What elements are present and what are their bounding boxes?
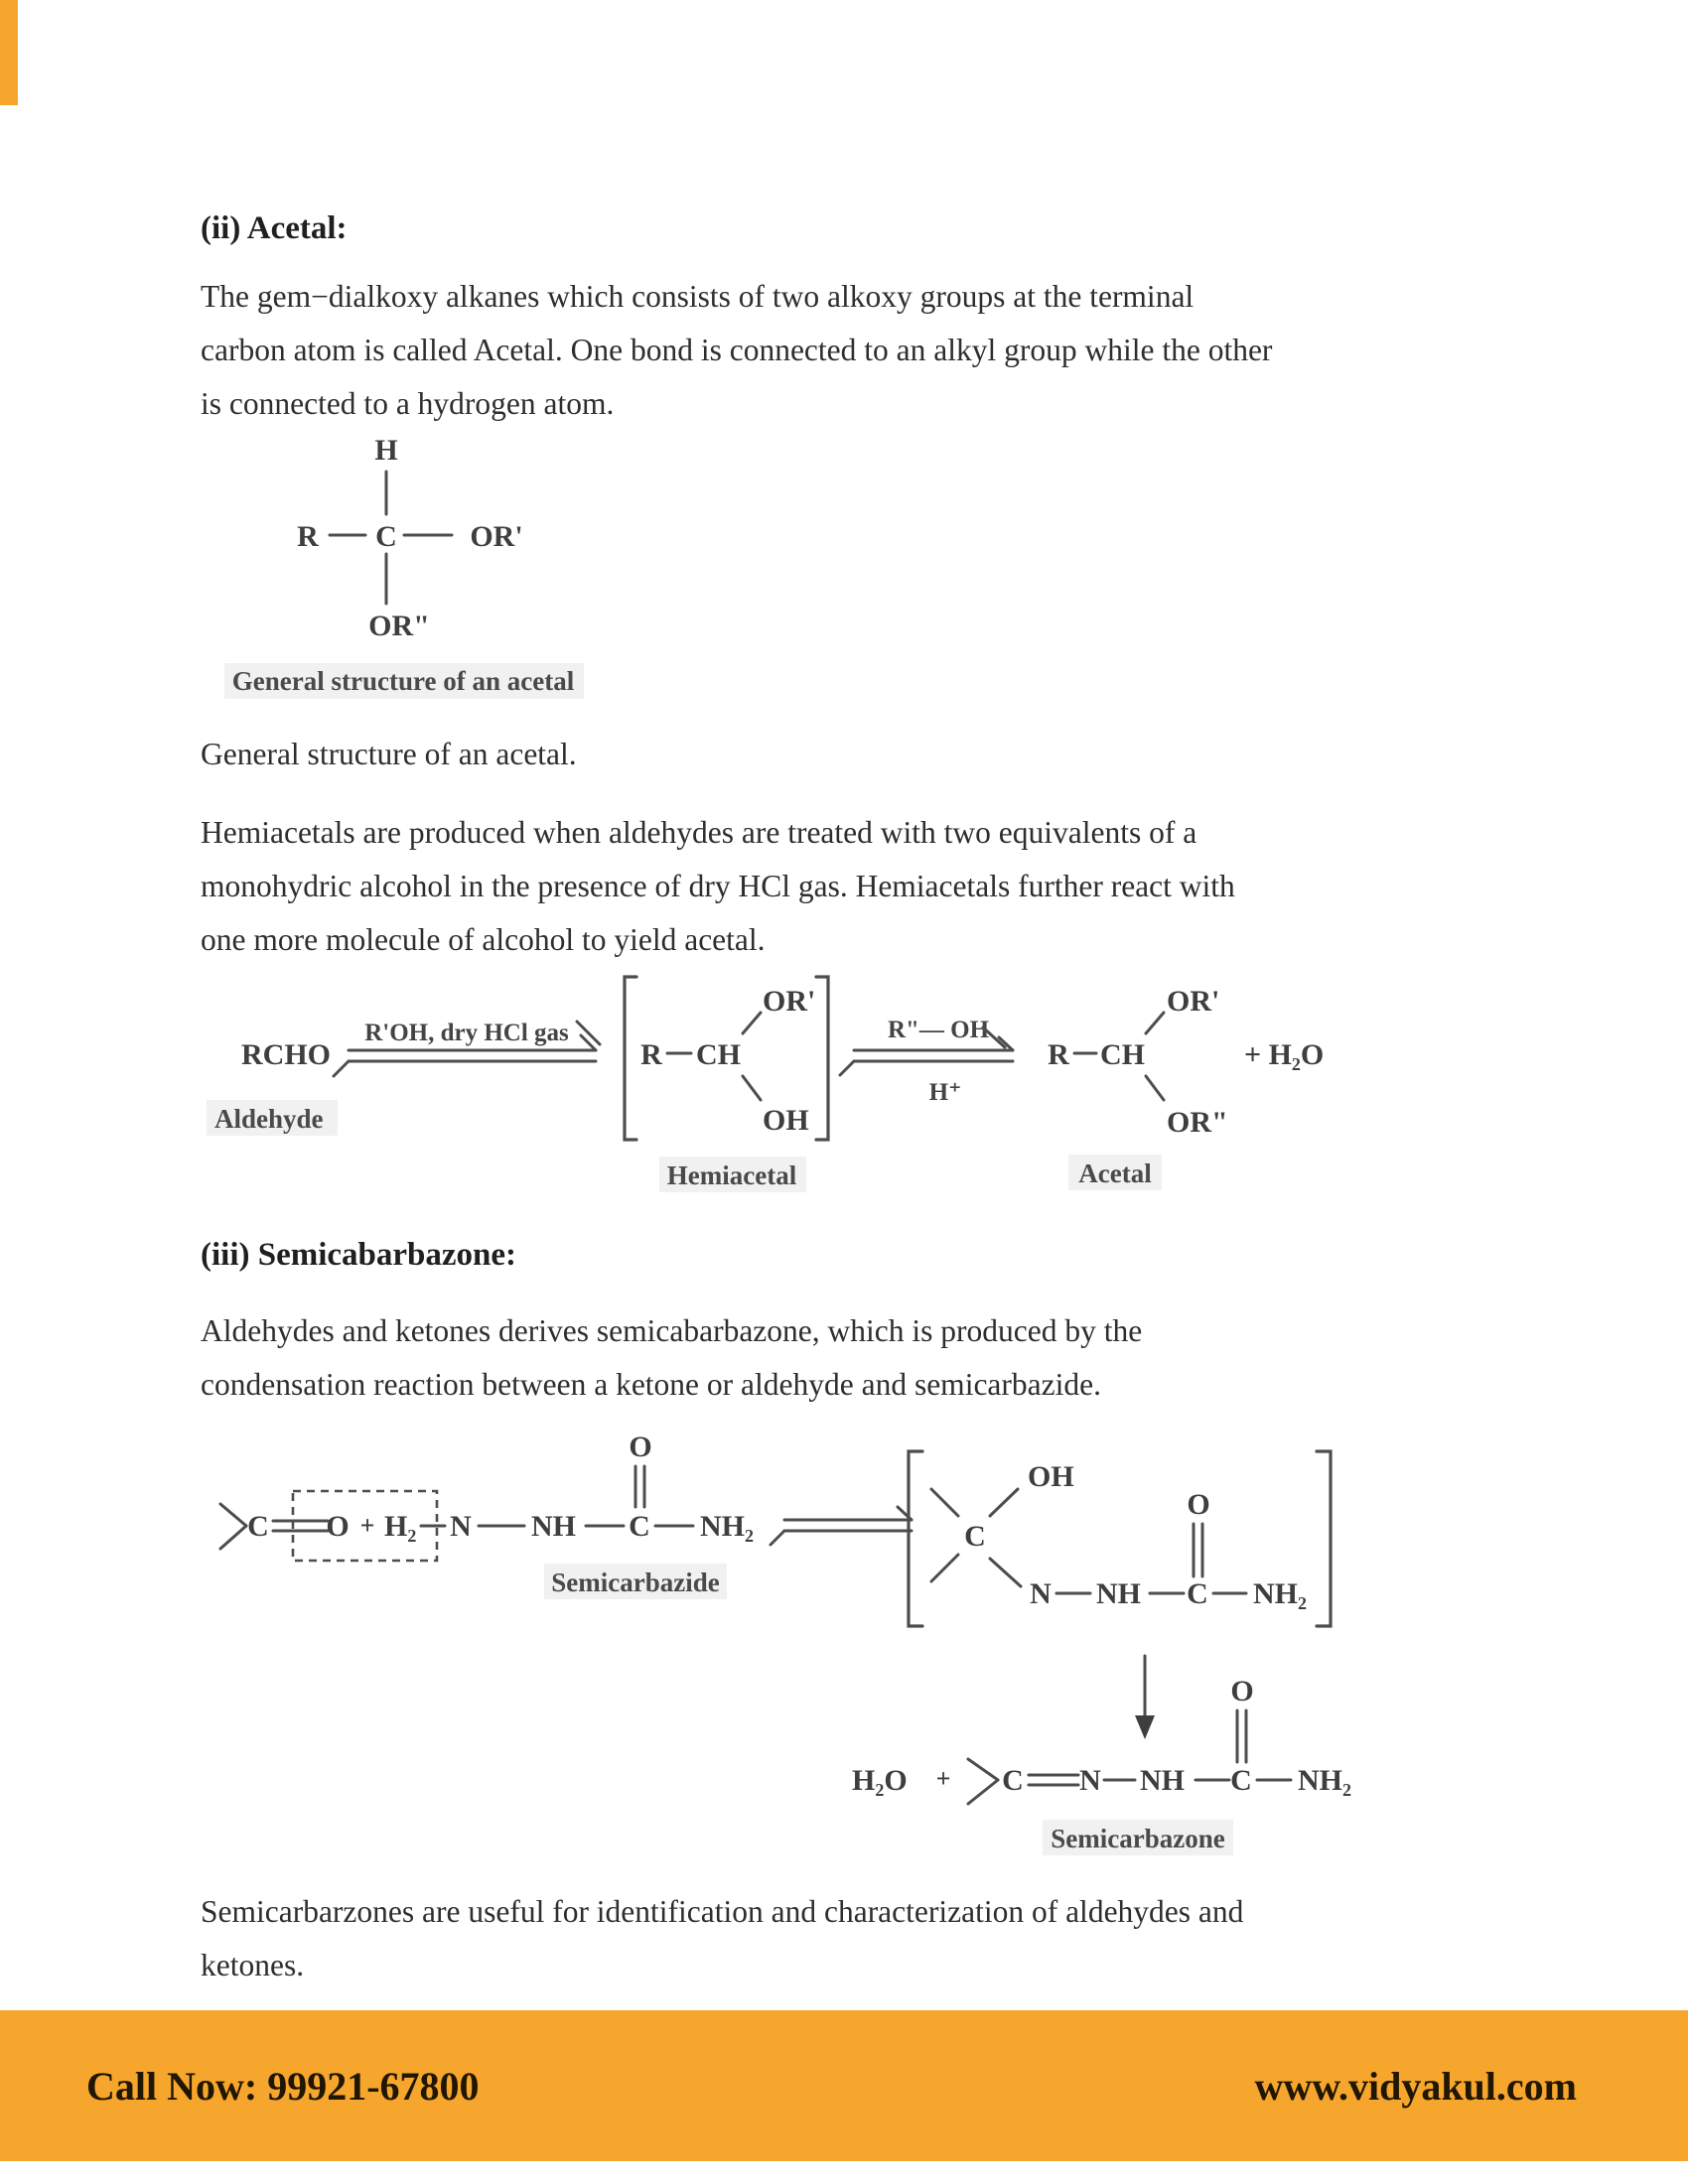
arrow-barb <box>840 1061 854 1075</box>
reaction-condition: R"— OH <box>887 1017 990 1043</box>
atom-n: N <box>1030 1577 1052 1610</box>
structure-caption-line: General structure of an acetal. <box>201 737 577 771</box>
group-ch: CH <box>1100 1038 1145 1071</box>
hemiacetal-reaction-figure <box>199 968 1350 1201</box>
reactant-label: Aldehyde <box>214 1104 324 1134</box>
group-nh2: NH₂ <box>1253 1577 1307 1610</box>
semicarbazone-paragraph <box>201 1304 1142 1412</box>
atom-n: N <box>450 1510 472 1543</box>
ketone-angle-bond <box>968 1780 998 1804</box>
section-heading-semicarbazone: (iii) Semicabarbazone: <box>201 1237 517 1273</box>
group-oh: OH <box>763 1104 809 1137</box>
atom-c: C <box>1187 1577 1208 1610</box>
byproduct-formula: + H₂O <box>1244 1038 1325 1071</box>
reagent-label: Semicarbazide <box>551 1568 720 1597</box>
hemiacetal-paragraph <box>201 806 1235 967</box>
ketone-angle-bond <box>220 1526 246 1549</box>
acetal-paragraph <box>201 270 1272 431</box>
acetal-structure-figure <box>218 422 655 710</box>
figure-caption: General structure of an acetal <box>231 666 575 696</box>
reaction-condition: R'OH, dry HCl gas <box>364 1020 569 1046</box>
atom-o: O <box>1230 1675 1254 1707</box>
paragraph-line: ketones. <box>201 1948 305 1982</box>
atom-c: C <box>247 1510 269 1543</box>
atom-h: H <box>374 434 398 467</box>
paragraph-line: monohydric alcohol in the presence of dry HCl gas. Hemiacetals further react with <box>201 869 1235 903</box>
paragraph-line: condensation reaction between a ketone or aldehyde and semicarbazide. <box>201 1367 1101 1402</box>
arrow-head <box>1135 1715 1155 1739</box>
bond-line <box>990 1489 1018 1516</box>
paragraph-line: Aldehydes and ketones derives semicabarbazone, which is produced by the <box>201 1313 1143 1348</box>
footer-website: www.vidyakul.com <box>1254 2063 1577 2109</box>
bond-line <box>931 1555 958 1581</box>
atom-c: C <box>964 1520 986 1553</box>
plus-sign: + <box>359 1511 375 1540</box>
group-nh2: NH₂ <box>1298 1764 1351 1797</box>
group-or-doubleprime: OR" <box>1167 1106 1228 1139</box>
group-nh: NH <box>1096 1577 1141 1610</box>
product-label: Semicarbazone <box>1051 1824 1225 1853</box>
bond-line <box>743 1013 761 1033</box>
paragraph-line: Semicarbarzones are useful for identification and characterization of aldehydes and <box>201 1894 1244 1929</box>
group-or-prime: OR' <box>470 520 523 553</box>
bond-line <box>931 1489 958 1516</box>
group-or-prime: OR' <box>763 985 816 1018</box>
atom-o: O <box>1187 1488 1210 1521</box>
atom-c: C <box>375 520 397 553</box>
atom-o: O <box>326 1510 350 1543</box>
group-nh: NH <box>531 1510 576 1543</box>
group-nh: NH <box>1140 1764 1185 1797</box>
group-or-prime: OR' <box>1167 985 1220 1018</box>
atom-c: C <box>1230 1764 1252 1797</box>
product-label: Acetal <box>1078 1159 1152 1188</box>
atom-o: O <box>629 1431 652 1463</box>
section-heading-acetal: (ii) Acetal: <box>201 210 348 246</box>
group-or-doubleprime: OR" <box>368 610 430 642</box>
atom-c: C <box>1002 1764 1024 1797</box>
bond-line <box>990 1559 1021 1586</box>
bond-line <box>743 1076 761 1100</box>
ketone-angle-bond <box>968 1759 998 1780</box>
paragraph-line: carbon atom is called Acetal. One bond is connected to an alkyl group while the other <box>201 333 1273 367</box>
page-corner-accent <box>0 0 18 105</box>
arrow-barb <box>334 1061 349 1076</box>
arrow-barb <box>771 1531 784 1545</box>
intermediate-label: Hemiacetal <box>666 1160 797 1190</box>
reactant-formula: RCHO <box>241 1038 331 1071</box>
right-bracket <box>1317 1451 1331 1626</box>
closing-paragraph <box>201 1885 1243 1992</box>
byproduct-formula: H₂O <box>852 1764 908 1797</box>
bond-line <box>1146 1076 1164 1100</box>
group-h2: H₂ <box>384 1510 417 1543</box>
right-bracket <box>816 977 828 1140</box>
paragraph-line: one more molecule of alcohol to yield acetal. <box>201 922 766 957</box>
left-bracket <box>909 1451 922 1626</box>
atom-r: R <box>640 1038 662 1071</box>
semicarbazone-reaction-figure <box>189 1425 1390 1866</box>
paragraph-line: Hemiacetals are produced when aldehydes are treated with two equivalents of a <box>201 815 1197 850</box>
atom-c: C <box>629 1510 650 1543</box>
left-bracket <box>625 977 636 1140</box>
bond-line <box>1146 1013 1164 1033</box>
atom-r: R <box>297 520 319 553</box>
paragraph-line: is connected to a hydrogen atom. <box>201 386 615 421</box>
catalyst-label: H⁺ <box>928 1079 962 1106</box>
group-oh: OH <box>1028 1460 1074 1493</box>
paragraph-line: The gem−dialkoxy alkanes which consists of two alkoxy groups at the terminal <box>201 279 1195 314</box>
atom-r: R <box>1048 1038 1069 1071</box>
group-ch: CH <box>696 1038 741 1071</box>
atom-n: N <box>1079 1764 1101 1797</box>
ketone-angle-bond <box>220 1504 246 1526</box>
group-nh2: NH₂ <box>700 1510 754 1543</box>
plus-sign: + <box>935 1764 951 1793</box>
footer-phone: Call Now: 99921-67800 <box>86 2063 480 2109</box>
footer-bar <box>0 2010 1688 2161</box>
